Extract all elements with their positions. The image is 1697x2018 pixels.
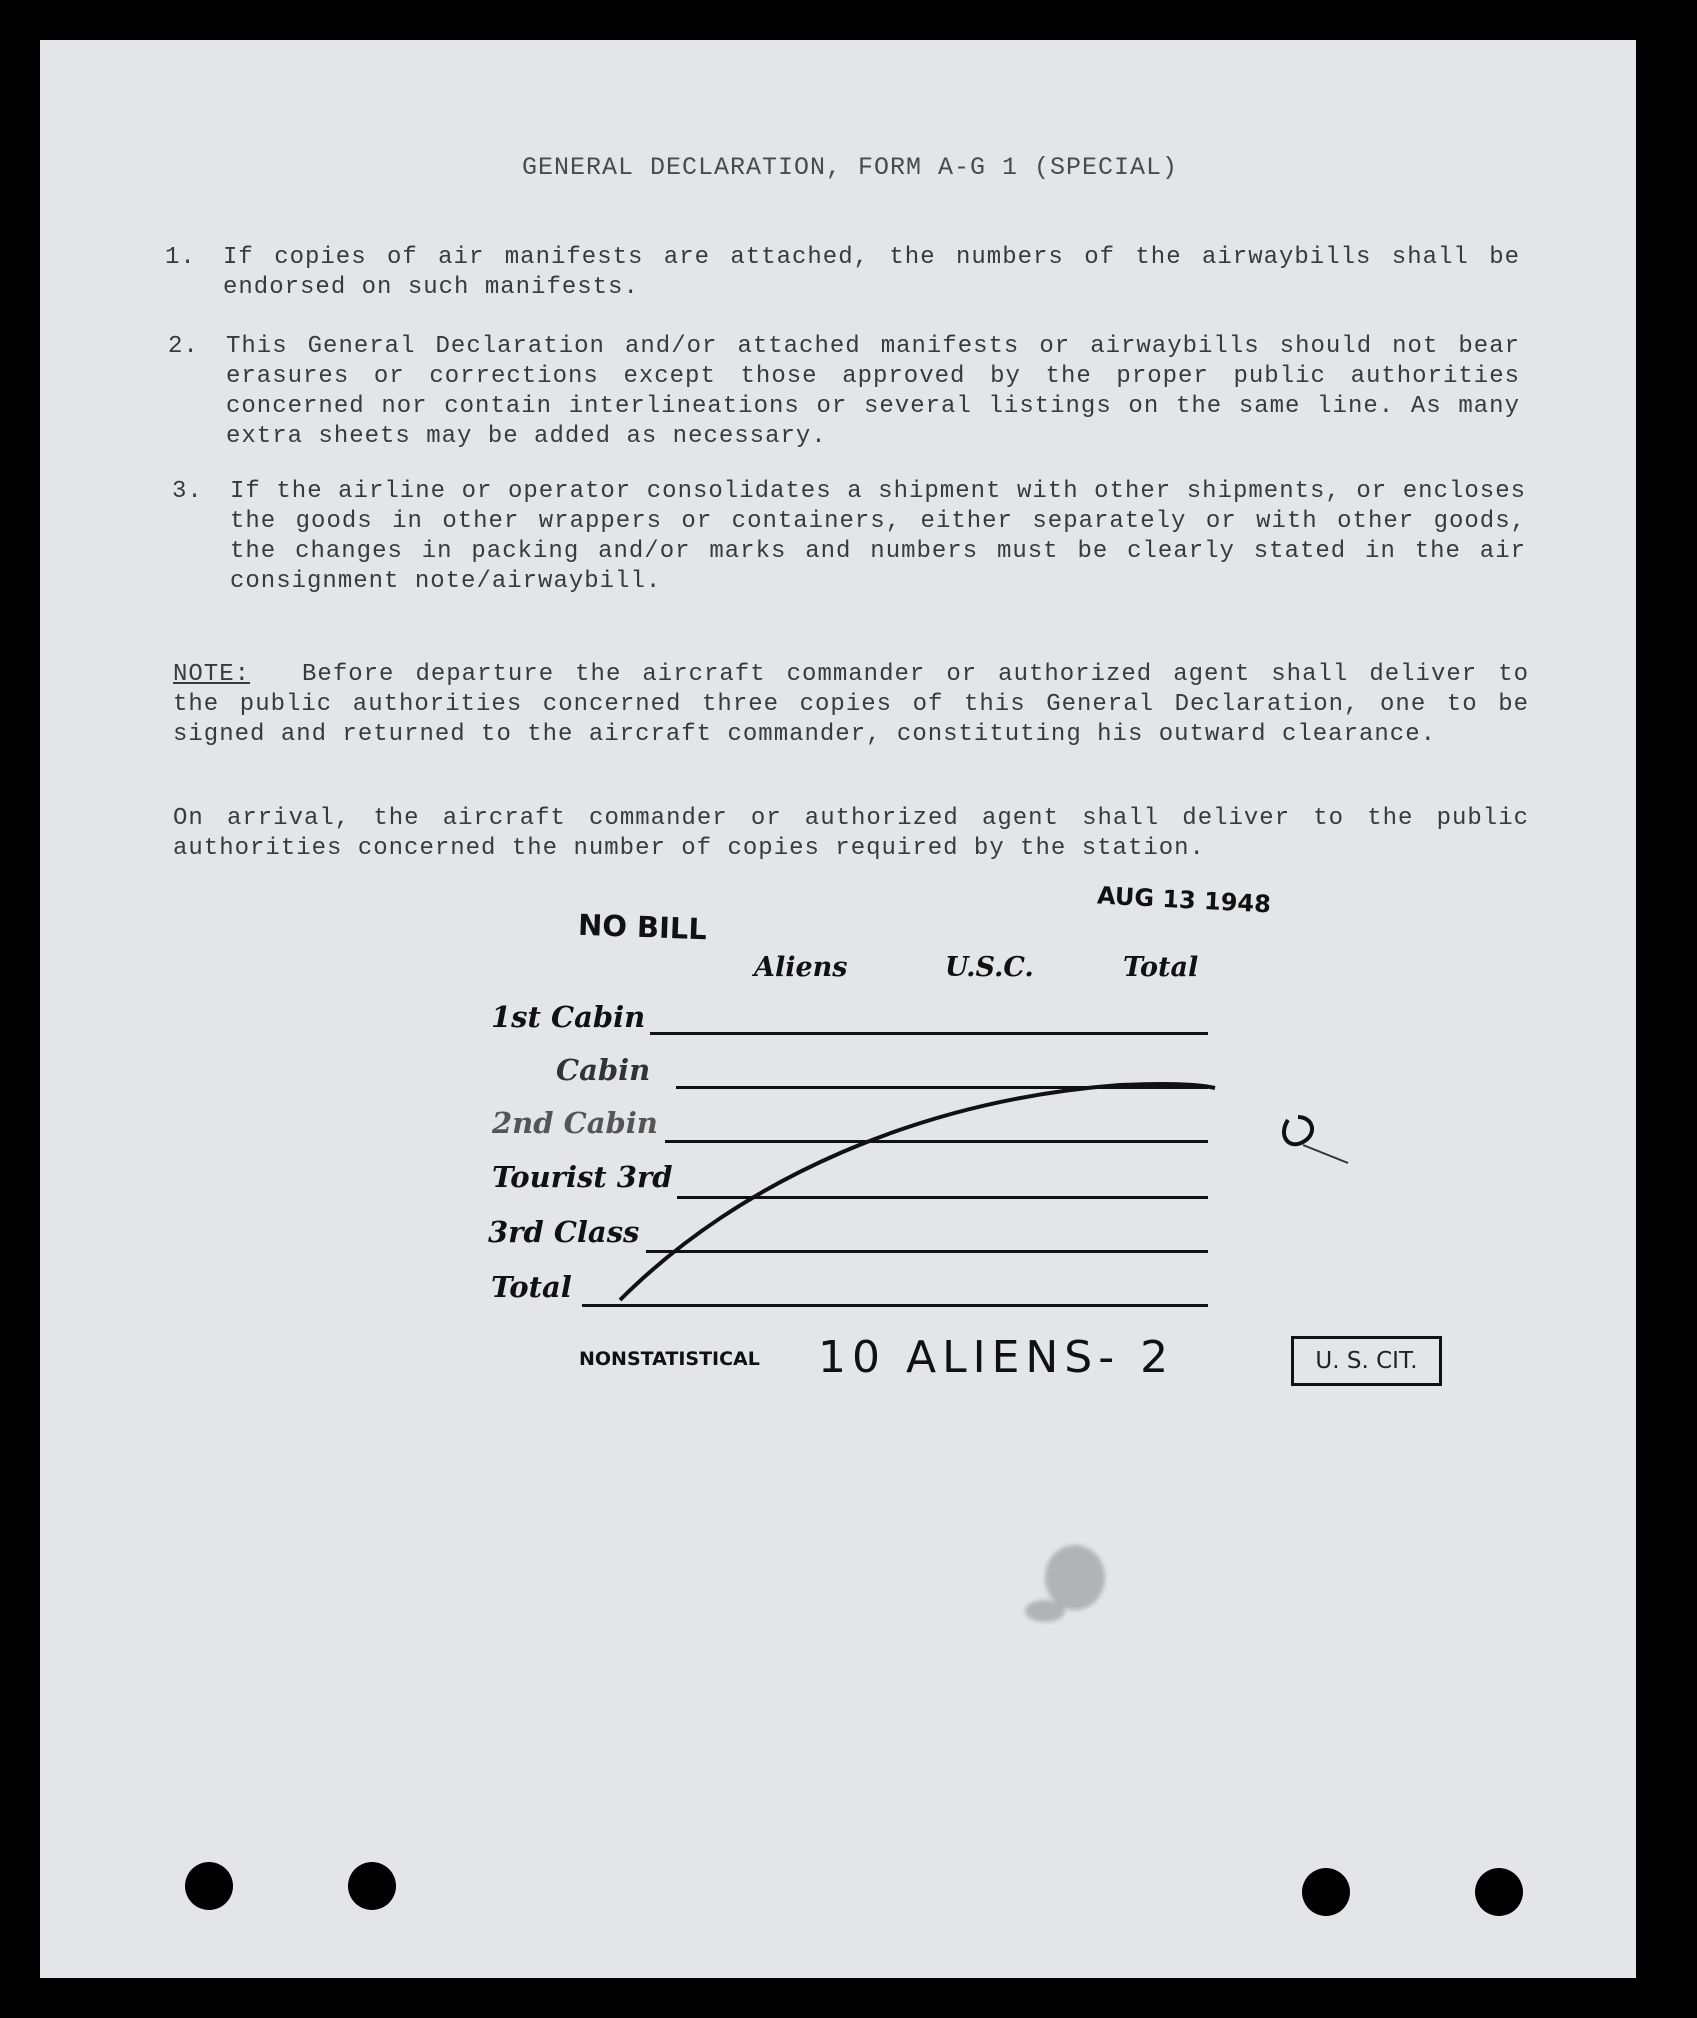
note-label: NOTE: (173, 661, 251, 688)
instruction-number: 2. (168, 333, 199, 360)
row-label-cabin: Cabin (556, 1053, 651, 1087)
row-label-1st-cabin: 1st Cabin (491, 1000, 646, 1034)
instruction-text: This General Declaration and/or attached manifests or airwaybills should not bear erasures or corrections except those approved by the proper public authorities concerned nor contain interlineations or several listings on the same line. As many extra sheets may be added as necessary. (226, 333, 1520, 450)
row-label-tourist-3rd: Tourist 3rd (492, 1160, 673, 1194)
nonstatistical-stamp: NONSTATISTICAL (579, 1348, 760, 1370)
row-label-2nd-cabin: 2nd Cabin (492, 1106, 658, 1140)
row-label-3rd-class: 3rd Class (488, 1215, 640, 1249)
column-header-total: Total (1123, 952, 1199, 983)
instruction-text: If copies of air manifests are attached, the numbers of the airwaybills shall be endorsed on such manifests. (223, 244, 1520, 301)
instruction-number: 3. (172, 478, 203, 505)
note-text: Before departure the aircraft commander or authorized agent shall deliver to the public authorities concerned three copies of this General Declaration, one to be signed and returned to the aircraft commander, constituting his outward clearance. (173, 661, 1529, 748)
column-header-aliens: Aliens (754, 952, 848, 983)
arrival-text: On arrival, the aircraft commander or authorized agent shall deliver to the public authorities concerned the number of copies required by the station. (173, 805, 1529, 862)
column-header-usc: U.S.C. (945, 952, 1034, 983)
instruction-text: If the airline or operator consolidates a shipment with other shipments, or encloses the goods in other wrappers or containers, either separately or with other goods, the changes in packing and/or marks and numbers must be clearly stated in the air consignment note/airwaybill. (230, 478, 1526, 595)
handwritten-aliens-note: 10 ALIENS- 2 (818, 1332, 1175, 1383)
no-bill-stamp: NO BILL (577, 907, 708, 947)
punch-hole (1475, 1868, 1523, 1916)
instruction-number: 1. (165, 244, 196, 271)
row-label-total: Total (491, 1270, 572, 1304)
ink-smudge (1025, 1600, 1065, 1622)
punch-hole (1302, 1868, 1350, 1916)
document-page (40, 40, 1636, 1978)
form-title: GENERAL DECLARATION, FORM A-G 1 (SPECIAL) (521, 153, 1179, 182)
handwritten-strike-mark (40, 40, 1636, 1978)
punch-hole (348, 1862, 396, 1910)
date-stamp: AUG 13 1948 (1096, 881, 1272, 919)
punch-hole (185, 1862, 233, 1910)
us-citizen-stamp: U. S. CIT. (1291, 1336, 1442, 1386)
